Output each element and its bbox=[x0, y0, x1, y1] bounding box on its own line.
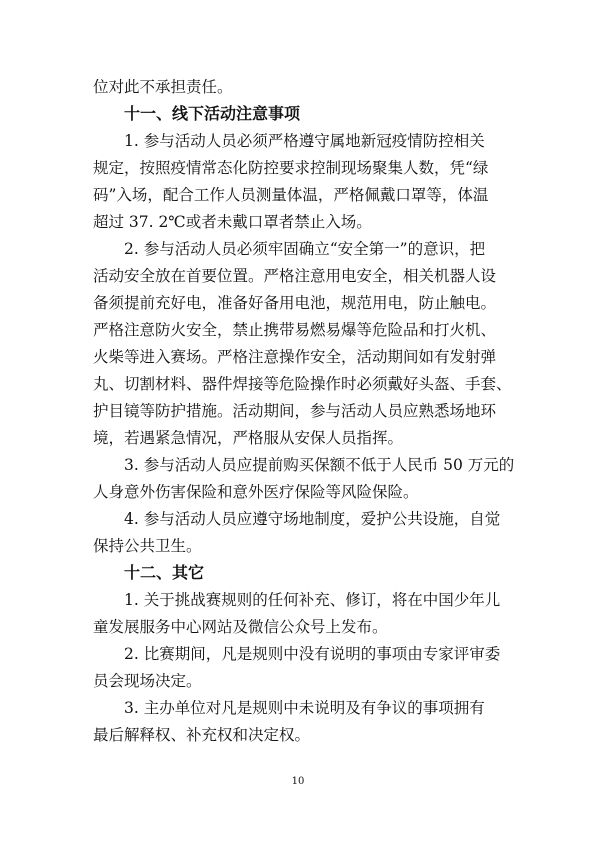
paragraph-line: 人身意外伤害保险和意外医疗保险等风险保险。 bbox=[93, 483, 419, 501]
paragraph-line: 严格注意防火安全，禁止携带易燃易爆等危险品和打火机、 bbox=[93, 321, 497, 339]
paragraph-line: 童发展服务中心网站及微信公众号上发布。 bbox=[93, 618, 388, 636]
paragraph-line: 员会现场决定。 bbox=[93, 672, 202, 690]
paragraph-line: 境，若遇紧急情况，严格服从安保人员指挥。 bbox=[93, 429, 404, 447]
paragraph-line: 3. 参与活动人员应提前购买保额不低于人民币 50 万元的 bbox=[124, 456, 515, 474]
paragraph-line: 护目镜等防护措施。活动期间，参与活动人员应熟悉场地环 bbox=[93, 402, 497, 420]
text-line: 位对此不承担责任。 bbox=[93, 78, 233, 96]
paragraph-line: 1. 参与活动人员必须严格遵守属地新冠疫情防控相关 bbox=[124, 132, 485, 150]
paragraph-line: 最后解释权、补充权和决定权。 bbox=[93, 726, 311, 744]
paragraph-line: 活动安全放在首要位置。严格注意用电安全，相关机器人设 bbox=[93, 267, 497, 285]
section-heading: 十一、线下活动注意事项 bbox=[124, 104, 301, 123]
page-number: 10 bbox=[291, 776, 305, 787]
section-heading: 十二、其它 bbox=[124, 563, 205, 582]
paragraph-line: 4. 参与活动人员应遵守场地制度，爱护公共设施，自觉 bbox=[124, 510, 501, 528]
paragraph-line: 1. 关于挑战赛规则的任何补充、修订，将在中国少年儿 bbox=[124, 591, 501, 609]
paragraph-line: 2. 比赛期间，凡是规则中没有说明的事项由专家评审委 bbox=[124, 645, 501, 663]
paragraph-line: 丸、切割材料、器件焊接等危险操作时必须戴好头盔、手套、 bbox=[93, 375, 512, 393]
paragraph-line: 规定，按照疫情常态化防控要求控制现场聚集人数，凭“绿 bbox=[93, 159, 489, 177]
paragraph-line: 超过 37. 2℃或者未戴口罩者禁止入场。 bbox=[93, 213, 372, 231]
paragraph-line: 备须提前充好电，准备好备用电池，规范用电，防止触电。 bbox=[93, 294, 497, 312]
paragraph-line: 保持公共卫生。 bbox=[93, 537, 202, 555]
paragraph-line: 2. 参与活动人员必须牢固确立“安全第一”的意识，把 bbox=[124, 240, 486, 258]
paragraph-line: 3. 主办单位对凡是规则中未说明及有争议的事项拥有 bbox=[124, 699, 485, 717]
paragraph-line: 码”入场，配合工作人员测量体温，严格佩戴口罩等，体温 bbox=[93, 186, 489, 204]
paragraph-line: 火柴等进入赛场。严格注意操作安全，活动期间如有发射弹 bbox=[93, 348, 497, 366]
